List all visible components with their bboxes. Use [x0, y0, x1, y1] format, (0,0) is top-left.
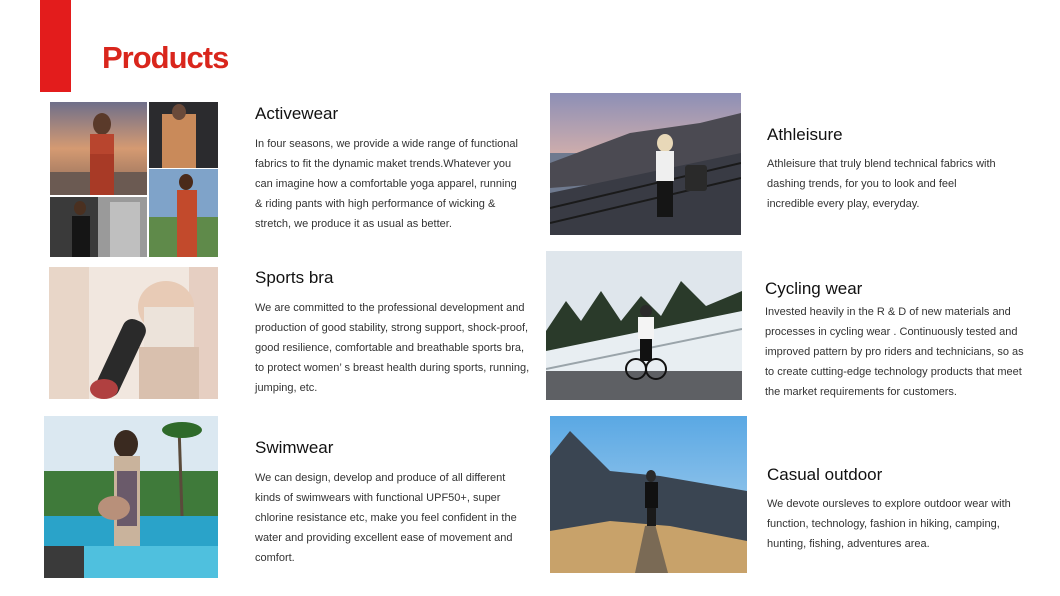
activewear-description: In four seasons, we provide a wide range of functional fabrics to fit the dynamic maket trends.Whatever you can imagine how a comfortable yoga apparel, running & riding pants with high performance of wicking & stretch, we produce it as usual as better.	[255, 138, 518, 230]
swimwear-photo	[44, 416, 218, 578]
athleisure-title: Athleisure	[767, 125, 843, 144]
swimwear-description: We can design, develop and produce of all different kinds of swimwears with functional UPF50+, super chlorine resistance etc, make you feel confident in the water and providing excellent ease of movement and comfort.	[255, 472, 517, 564]
cycling-wear-title: Cycling wear	[765, 279, 863, 298]
sports-bra-description: We are committed to the professional development and production of good stability, strong support, shock-proof, good resilience, comfortable and breathable sports bra, to protect women’ s breast health during sports, running, jumping, etc.	[255, 302, 530, 394]
athleisure-photo	[550, 93, 741, 235]
sports-bra-title: Sports bra	[255, 268, 334, 287]
casual-outdoor-title: Casual outdoor	[767, 465, 883, 484]
activewear-title: Activewear	[255, 104, 339, 123]
cycling-wear-description: Invested heavily in the R & D of new materials and processes in cycling wear . Continuously tested and improved pattern by pro riders and technicians, so as to create cutting-edge technology products that meet the market requirements for customers.	[765, 306, 1024, 398]
swimwear-title: Swimwear	[255, 438, 334, 457]
outdoor-photo	[550, 416, 747, 573]
cycling-photo	[546, 251, 742, 400]
accent-bar	[40, 0, 71, 92]
page-title: Products	[102, 40, 229, 75]
athleisure-description: Athleisure that truly blend technical fabrics with dashing trends, for you to look and feel incredible every play, everyday.	[767, 158, 996, 210]
activewear-collage-photo	[50, 102, 218, 257]
sports-bra-photo	[49, 267, 218, 399]
casual-outdoor-description: We devote oursleves to explore outdoor wear with function, technology, fashion in hiking, camping, hunting, fishing, adventures area.	[767, 498, 1011, 550]
